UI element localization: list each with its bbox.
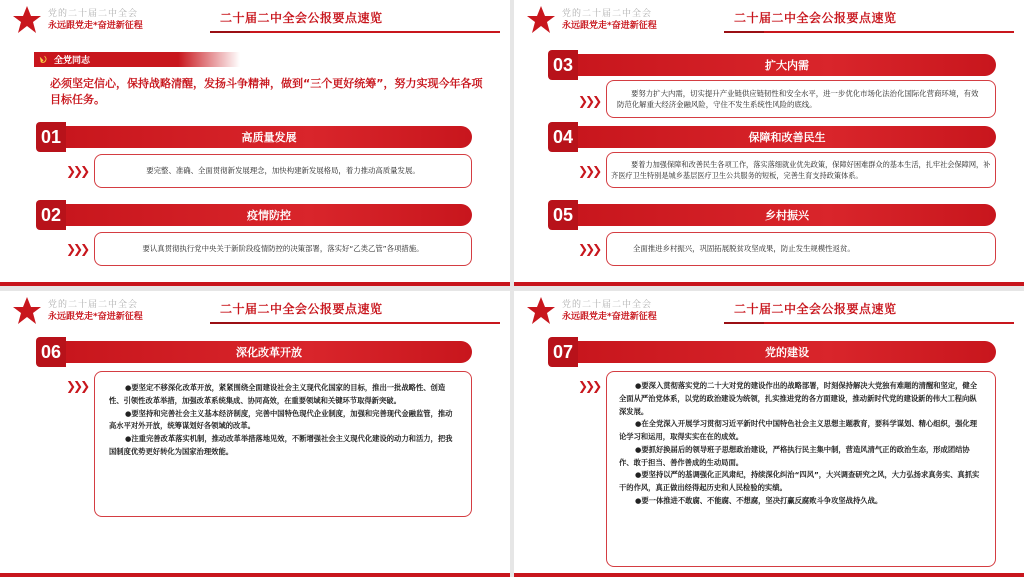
section-tag-label: 全党同志 [54, 56, 91, 66]
chevron-right-icon: ❯❯❯ [578, 379, 600, 393]
slide-header [0, 0, 510, 40]
paragraph: ●要坚定不移深化改革开放，紧紧围绕全面建设社会主义现代化国家的目标，推出一批战略性、创造性、引领性改革举措，加强改革系统集成、协同高效，在重要领域和关键环节取得新突破。 [109, 383, 446, 405]
item-text: 要着力加强保障和改善民生各项工作，落实落细就业优先政策，保障好困难群众的基本生活，扎牢社会保障网，补齐医疗卫生特别是城乡基层医疗卫生公共服务的短板，完善生育支持政策体系。 [611, 159, 991, 180]
chevron-right-icon: ❯❯❯ [66, 379, 88, 393]
logo-slogan: 永远跟党走*奋进新征程 [562, 21, 657, 31]
bottom-bar [0, 282, 510, 286]
star-icon [526, 296, 556, 326]
item-title: 疫情防控 [247, 209, 291, 222]
item-title: 高质量发展 [241, 131, 297, 144]
item-number: 06 [36, 337, 66, 367]
logo-subtitle: 党的二十届二中全会 [48, 300, 139, 310]
item-text-box [94, 371, 472, 517]
slide-title: 二十届二中全会公报要点速览 [734, 302, 897, 316]
item-title-bar [578, 341, 996, 363]
slide-title: 二十届二中全会公报要点速览 [734, 11, 897, 25]
chevron-right-icon: ❯❯❯ [66, 164, 88, 178]
item-number: 03 [548, 50, 578, 80]
item-title-bar [578, 54, 996, 76]
paragraph: ●要坚持以严的基调强化正风肃纪，持续深化纠治“四风”，大兴调查研究之风，大力弘扬求真务实、真抓实干的作风，真正做出经得起历史和人民检验的实绩。 [619, 470, 980, 493]
logo-subtitle: 党的二十届二中全会 [562, 9, 653, 19]
item-number: 02 [36, 200, 66, 230]
slide-1[interactable] [0, 0, 510, 286]
item-title-bar [578, 126, 996, 148]
item-number: 05 [548, 200, 578, 230]
item-text-box [606, 80, 996, 118]
slide-header [0, 291, 510, 331]
logo-slogan: 永远跟党走*奋进新征程 [48, 21, 143, 31]
slide-3[interactable] [0, 291, 510, 577]
star-icon [12, 5, 42, 35]
party-emblem-icon [37, 53, 50, 66]
item-number: 04 [548, 122, 578, 152]
chevron-right-icon: ❯❯❯ [578, 94, 600, 108]
chevron-right-icon: ❯❯❯ [66, 242, 88, 256]
logo-subtitle: 党的二十届二中全会 [48, 9, 139, 19]
item-title: 保障和改善民生 [748, 131, 826, 144]
item-title: 深化改革开放 [236, 346, 302, 359]
item-text: 全面推进乡村振兴，巩固拓展脱贫攻坚成果，防止发生规模性返贫。 [633, 244, 855, 254]
logo-subtitle: 党的二十届二中全会 [562, 300, 653, 310]
paragraph: ●要一体推进不敢腐、不能腐、不想腐，坚决打赢反腐败斗争攻坚战持久战。 [635, 495, 883, 505]
item-text-box [606, 152, 996, 188]
paragraph: ●注重完善改革落实机制，推动改革举措落地见效，不断增强社会主义现代化建设的动力和活力，把我国制度优势更好转化为国家治理效能。 [109, 434, 453, 456]
item-text: 要努力扩大内需，切实提升产业链供应链韧性和安全水平，进一步优化市场化法治化国际化营商环境，有效防范化解重大经济金融风险，守住不发生系统性风险的底线。 [617, 88, 979, 109]
section-tag [34, 52, 240, 67]
chevron-right-icon: ❯❯❯ [578, 242, 600, 256]
lead-text: 必须坚定信心，保持战略清醒，发扬斗争精神，做到“三个更好统筹”，努力实现今年各项目标任务。 [50, 77, 483, 106]
item-title: 扩大内需 [765, 59, 809, 72]
paragraph: ●要坚持和完善社会主义基本经济制度，完善中国特色现代企业制度，加强和完善现代金融监管，推动高水平对外开放，统筹谋划好各领域的改革。 [109, 408, 453, 431]
item-title-bar [578, 204, 996, 226]
item-title-bar [66, 341, 472, 363]
star-icon [526, 5, 556, 35]
bottom-bar [514, 282, 1024, 286]
item-text: 要认真贯彻执行党中央关于新阶段疫情防控的决策部署，落实好“乙类乙管”各项措施。 [142, 244, 424, 254]
item-number: 01 [36, 122, 66, 152]
title-underline [210, 31, 500, 33]
item-title: 乡村振兴 [765, 209, 809, 222]
slide-4[interactable] [514, 291, 1024, 577]
item-text-box [94, 154, 472, 188]
slide-2[interactable] [514, 0, 1024, 286]
item-number: 07 [548, 337, 578, 367]
title-underline [724, 31, 1014, 33]
item-title: 党的建设 [765, 346, 809, 359]
logo-slogan: 永远跟党走*奋进新征程 [48, 312, 143, 322]
item-text: 要完整、准确、全面贯彻新发展理念，加快构建新发展格局，着力推动高质量发展。 [146, 166, 420, 176]
item-title-bar [66, 126, 472, 148]
item-title-bar [66, 204, 472, 226]
item-text-box [94, 232, 472, 266]
item-text-box [606, 371, 996, 567]
paragraph: ●在全党深入开展学习贯彻习近平新时代中国特色社会主义思想主题教育，要科学谋划、精心组织，强化理论学习和运用，取得实实在在的成效。 [619, 419, 978, 442]
logo-slogan: 永远跟党走*奋进新征程 [562, 312, 657, 322]
bottom-bar [0, 573, 510, 577]
item-text-box [606, 232, 996, 266]
bottom-bar [514, 573, 1024, 577]
title-underline [724, 322, 1014, 324]
slide-title: 二十届二中全会公报要点速览 [220, 302, 383, 316]
chevron-right-icon: ❯❯❯ [578, 164, 600, 178]
star-icon [12, 296, 42, 326]
slide-header [514, 291, 1024, 331]
paragraph: ●要抓好换届后的领导班子思想政治建设，严格执行民主集中制，营造风清气正的政治生态，形成团结协作、敢于担当、善作善成的生动局面。 [619, 444, 970, 467]
title-underline [210, 322, 500, 324]
paragraph: ●要深入贯彻落实党的二十大对党的建设作出的战略部署，时刻保持解决大党独有难题的清醒和坚定，健全全面从严治党体系，以党的政治建设为统领，扎实推进党的各方面建设，推动新时代党的建设新的伟大工程向纵深发展。 [619, 381, 978, 416]
slide-header [514, 0, 1024, 40]
slide-title: 二十届二中全会公报要点速览 [220, 11, 383, 25]
